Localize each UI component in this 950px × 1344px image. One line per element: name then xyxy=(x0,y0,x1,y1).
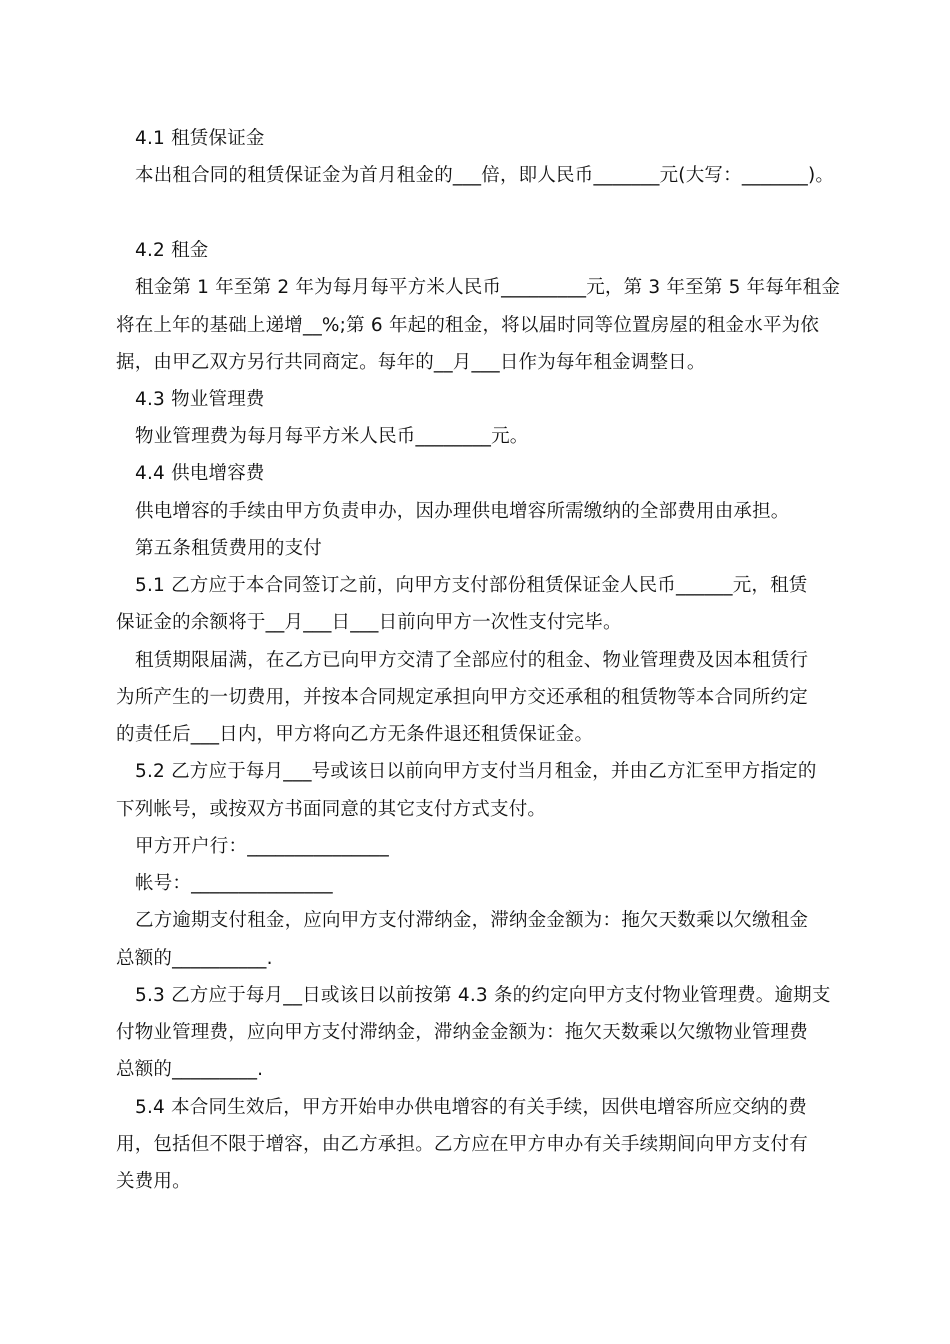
paragraph-line: 的责任后___日内，甲方将向乙方无条件退还租赁保证金。 xyxy=(116,724,594,745)
article-5-heading: 第五条租赁费用的支付 xyxy=(135,538,323,559)
paragraph-line: 据，由甲乙双方另行共同商定。每年的__月___日作为每年租金调整日。 xyxy=(116,352,706,373)
paragraph-line: 下列帐号，或按双方书面同意的其它支付方式支付。 xyxy=(116,799,547,820)
paragraph-line: 总额的_________. xyxy=(116,1059,264,1080)
paragraph-line: 本出租合同的租赁保证金为首月租金的___倍，即人民币_______元(大写：_______)。 xyxy=(135,165,835,186)
paragraph-line: 将在上年的基础上递增__%;第 6 年起的租金，将以届时同等位置房屋的租金水平为依 xyxy=(116,315,820,336)
account-field: 帐号：_______________ xyxy=(135,873,333,894)
paragraph-line: 租金第 1 年至第 2 年为每月每平方米人民币_________元，第 3 年至第 5 年每年租金 xyxy=(135,277,841,298)
bank-field: 甲方开户行：_______________ xyxy=(135,836,389,857)
paragraph-line: 5.1 乙方应于本合同签订之前，向甲方支付部份租赁保证金人民币______元，租赁 xyxy=(135,575,808,596)
section-4-2-heading: 4.2 租金 xyxy=(135,240,209,261)
paragraph-line: 总额的__________. xyxy=(116,948,273,969)
paragraph-line: 用，包括但不限于增容，由乙方承担。乙方应在甲方申办有关手续期间向甲方支付有 xyxy=(116,1134,808,1155)
paragraph-line: 物业管理费为每月每平方米人民币________元。 xyxy=(135,426,529,447)
paragraph-line: 5.4 本合同生效后，甲方开始申办供电增容的有关手续，因供电增容所应交纳的费 xyxy=(135,1097,807,1118)
paragraph-line: 保证金的余额将于__月___日___日前向甲方一次性支付完毕。 xyxy=(116,612,622,633)
paragraph-line: 租赁期限届满，在乙方已向甲方交清了全部应付的租金、物业管理费及因本租赁行 xyxy=(135,650,809,671)
paragraph-line: 5.2 乙方应于每月___号或该日以前向甲方支付当月租金，并由乙方汇至甲方指定的 xyxy=(135,761,817,782)
paragraph-line: 关费用。 xyxy=(116,1171,191,1192)
paragraph-line: 供电增容的手续由甲方负责申办，因办理供电增容所需缴纳的全部费用由承担。 xyxy=(135,501,790,522)
paragraph-line: 5.3 乙方应于每月__日或该日以前按第 4.3 条的约定向甲方支付物业管理费。逾期支 xyxy=(135,985,831,1006)
paragraph-line: 为所产生的一切费用，并按本合同规定承担向甲方交还承租的租赁物等本合同所约定 xyxy=(116,687,808,708)
paragraph-line: 乙方逾期支付租金，应向甲方支付滞纳金，滞纳金金额为：拖欠天数乘以欠缴租金 xyxy=(135,910,809,931)
section-4-1-heading: 4.1 租赁保证金 xyxy=(135,128,265,149)
section-4-3-heading: 4.3 物业管理费 xyxy=(135,389,265,410)
section-4-4-heading: 4.4 供电增容费 xyxy=(135,463,265,484)
paragraph-line: 付物业管理费，应向甲方支付滞纳金，滞纳金金额为：拖欠天数乘以欠缴物业管理费 xyxy=(116,1022,808,1043)
